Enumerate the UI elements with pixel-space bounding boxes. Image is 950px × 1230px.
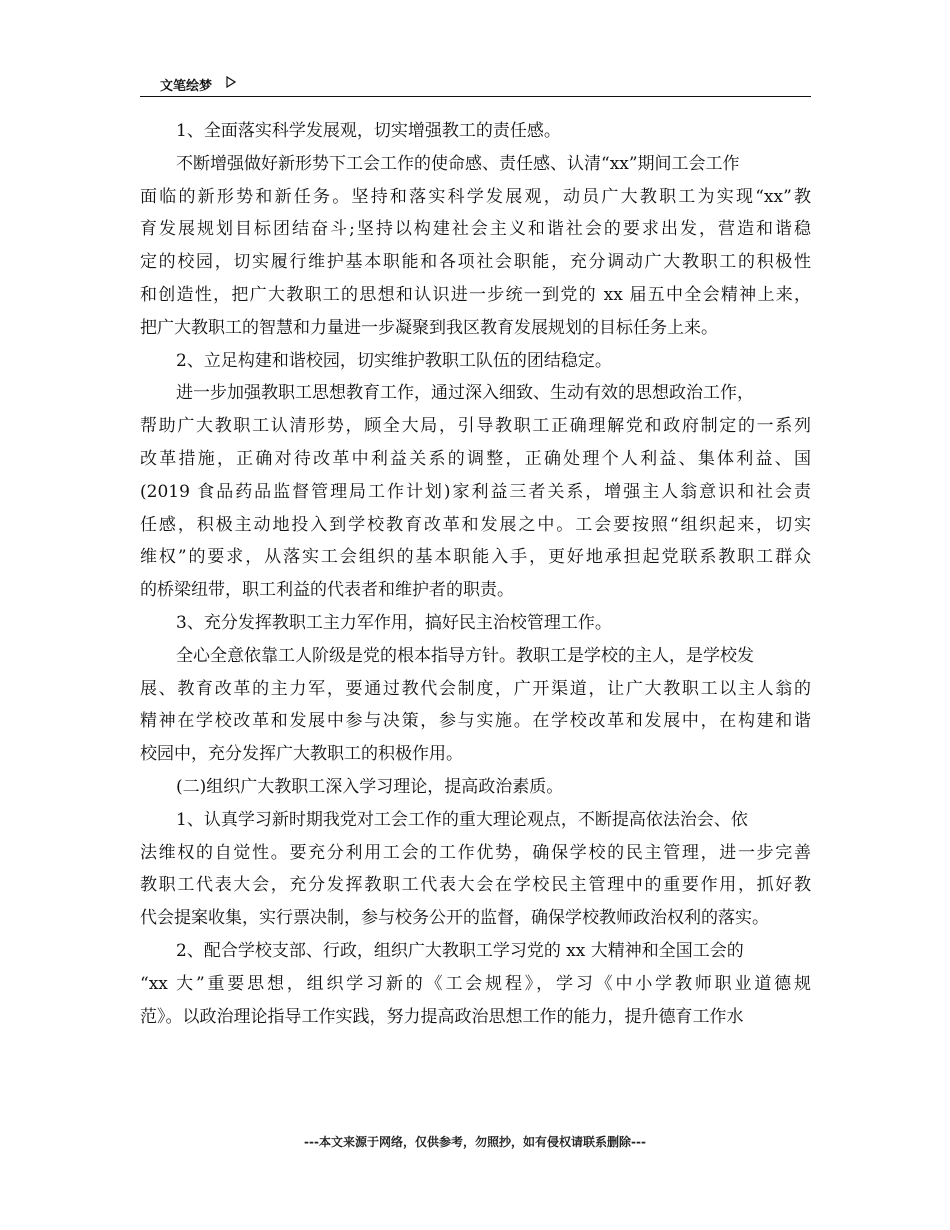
paragraph-line: 把广大教职工的智慧和力量进一步凝聚到我区教育发展规划的目标任务上来。: [140, 317, 718, 338]
paragraph-line: 育发展规划目标团结奋斗;坚持以构建社会主义和谐社会的要求出发，营造和谐稳: [140, 219, 811, 240]
paragraph-line: 和创造性，把广大教职工的思想和认识进一步统一到党的 xx 届五中全会精神上来，: [140, 284, 811, 305]
paragraph-line: 2、配合学校支部、行政，组织广大教职工学习党的 xx 大精神和全国工会的: [176, 940, 744, 961]
paragraph-line: 精神在学校改革和发展中参与决策，参与实施。在学校改革和发展中，在构建和谐: [140, 711, 811, 732]
paragraph-line: 3、充分发挥教职工主力军作用，搞好民主治校管理工作。: [176, 612, 612, 633]
paragraph-line: 改革措施，正确对待改革中利益关系的调整，正确处理个人利益、集体利益、国: [140, 448, 811, 469]
paragraph-line: 1、认真学习新时期我党对工会工作的重大理论观点，不断提高依法治会、依: [176, 809, 748, 830]
paragraph-line: 任感，积极主动地投入到学校教育改革和发展之中。工会要按照“组织起来，切实: [140, 514, 811, 535]
paragraph-line: 校园中，充分发挥广大教职工的积极作用。: [140, 744, 463, 765]
triangle-right-icon: [226, 76, 236, 88]
paragraph-line: 代会提案收集，实行票决制，参与校务公开的监督，确保学校教师政治权利的落实。: [140, 908, 769, 929]
paragraph-line: 教职工代表大会，充分发挥教职工代表大会在学校民主管理中的重要作用，抓好教: [140, 875, 811, 896]
page-header: [140, 72, 811, 97]
paragraph-line: 不断增强做好新形势下工会工作的使命感、责任感、认清“xx”期间工会工作: [176, 153, 740, 174]
paragraph-line: 维权”的要求，从落实工会组织的基本职能入手，更好地承担起党联系教职工群众: [140, 547, 811, 568]
paragraph-line: 2、立足构建和谐校园，切实维护教职工队伍的团结稳定。: [176, 350, 612, 371]
paragraph-line: 展、教育改革的主力军，要通过教代会制度，广开渠道，让广大教职工以主人翁的: [140, 678, 811, 699]
footer-notice: ---本文来源于网络，仅供参考，勿照抄，如有侵权请联系删除---: [304, 1135, 646, 1149]
paragraph-line: 定的校园，切实履行维护基本职能和各项社会职能，充分调动广大教职工的积极性: [140, 252, 811, 273]
paragraph-line: 帮助广大教职工认清形势，顾全大局，引导教职工正确理解党和政府制定的一系列: [140, 416, 811, 437]
paragraph-line: 1、全面落实科学发展观，切实增强教工的责任感。: [176, 121, 561, 141]
document-body: [140, 115, 820, 1033]
paragraph-line: 全心全意依靠工人阶级是党的根本指导方针。教职工是学校的主人，是学校发: [176, 645, 754, 666]
paragraph-line: “xx 大”重要思想，组织学习新的《工会规程》，学习《中小学教师职业道德规: [140, 973, 811, 994]
paragraph-line: (二)组织广大教职工深入学习理论，提高政治素质。: [176, 776, 564, 797]
paragraph-line: 的桥梁纽带，职工利益的代表者和维护者的职责。: [140, 580, 514, 601]
paragraph-line: 法维权的自觉性。要充分利用工会的工作优势，确保学校的民主管理，进一步完善: [140, 842, 811, 863]
paragraph-line: 范》。以政治理论指导工作实践，努力提高政治思想工作的能力，提升德育工作水: [140, 1006, 744, 1027]
paragraph-line: (2019 食品药品监督管理局工作计划)家利益三者关系，增强主人翁意识和社会责: [140, 481, 811, 502]
paragraph-line: 进一步加强教职工思想教育工作，通过深入细致、生动有效的思想政治工作，: [176, 383, 754, 404]
brand-title: 文笔绘梦: [160, 79, 213, 94]
paragraph-line: 面临的新形势和新任务。坚持和落实科学发展观，动员广大教职工为实现“xx”教: [140, 186, 811, 207]
